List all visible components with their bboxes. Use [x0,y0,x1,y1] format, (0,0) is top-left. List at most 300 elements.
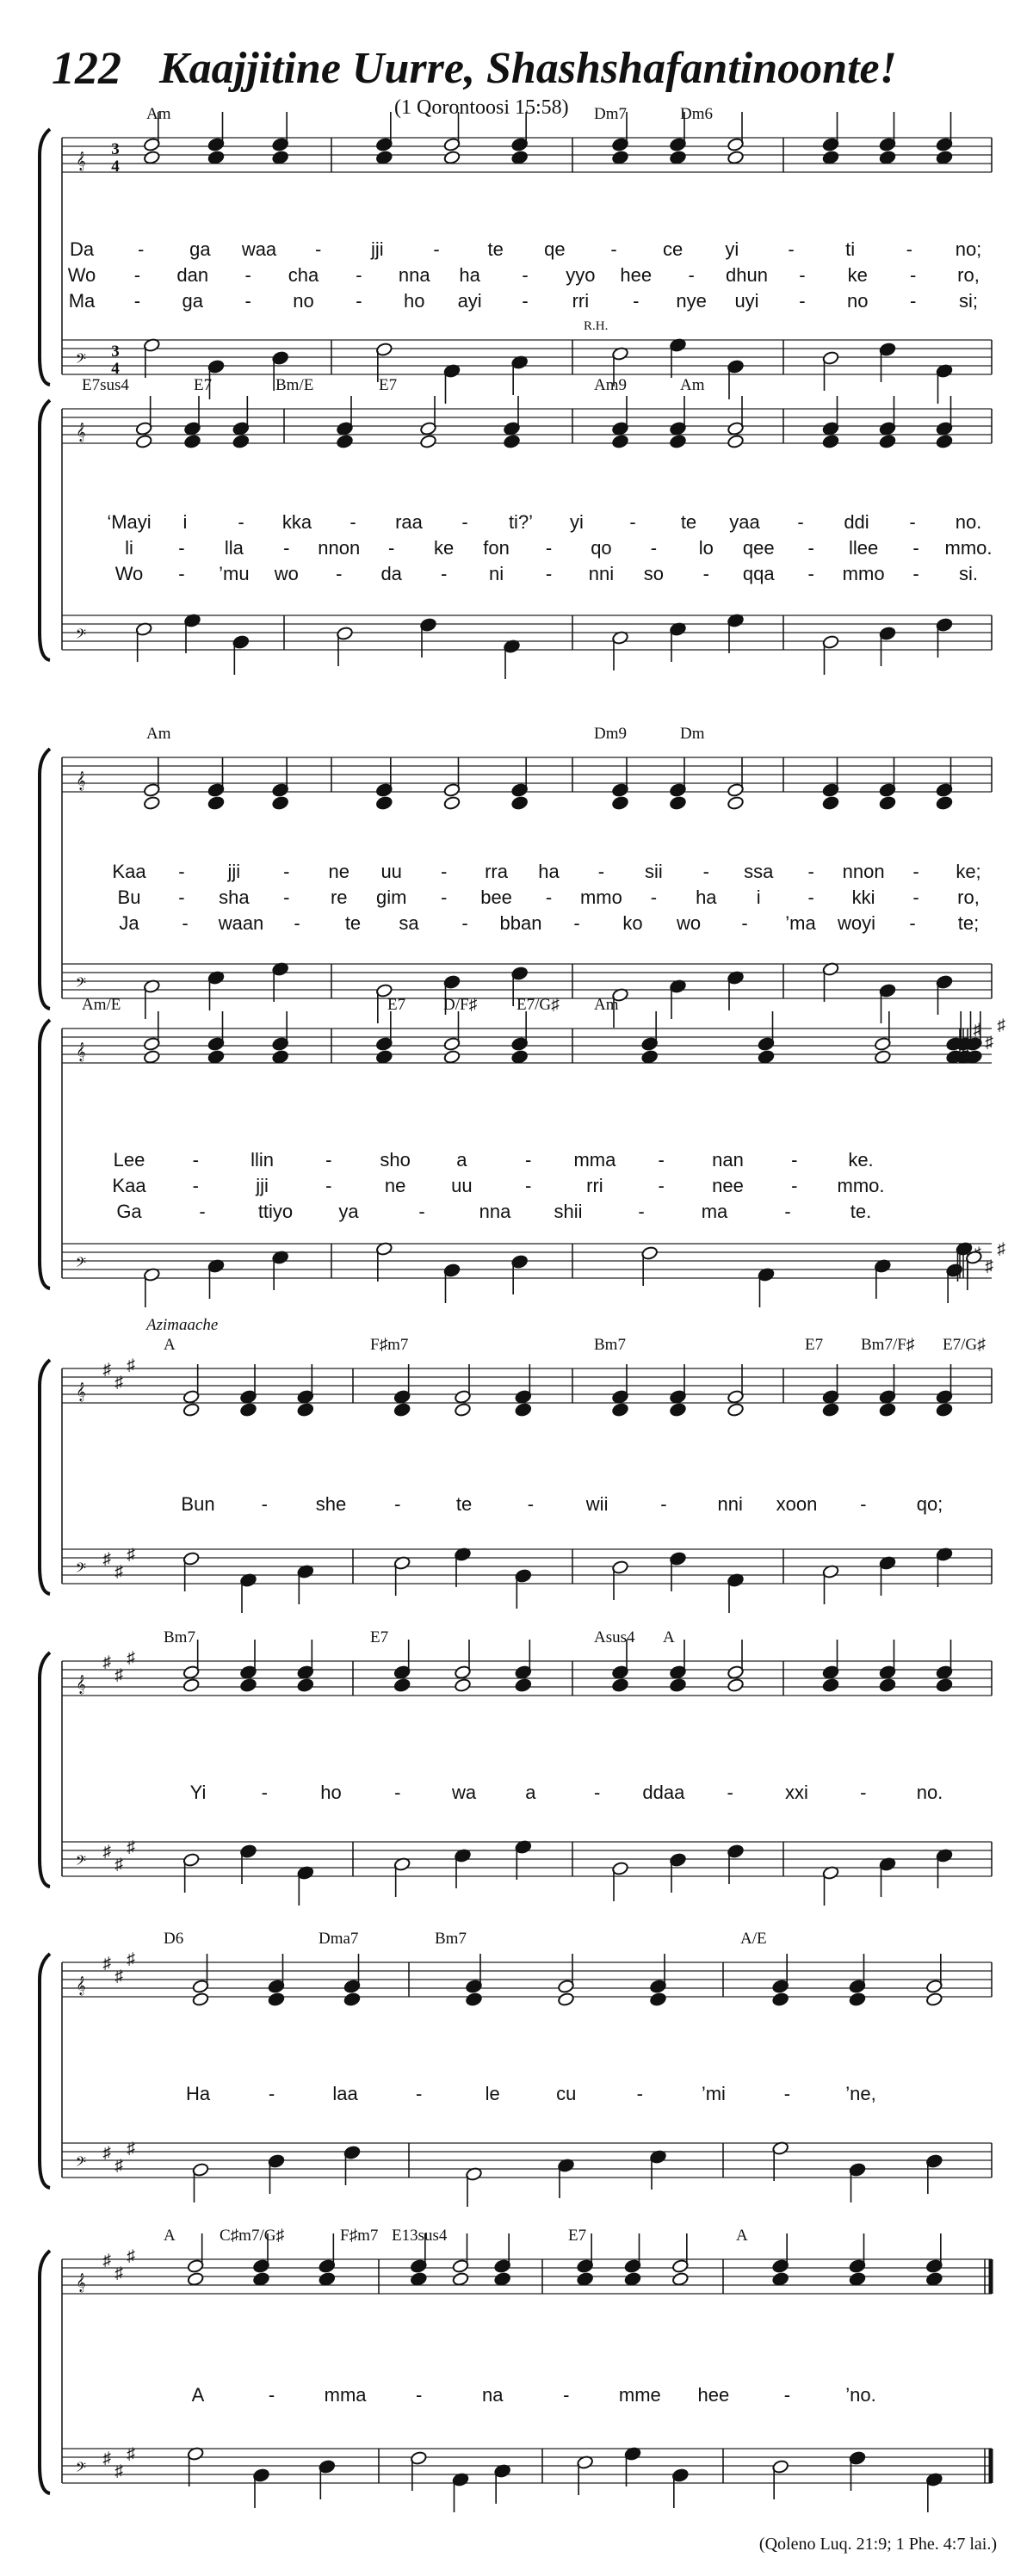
lyric-syllable: ke [434,537,455,559]
lyric-syllable: yi [570,511,584,533]
alto-note [511,150,529,164]
chord-symbol: Am [680,376,705,394]
lyric-syllable: - [182,912,189,934]
lyric-syllable: da [380,563,402,584]
alto-note [494,2271,511,2286]
lyric-syllable: nnon [842,861,885,882]
lyric-syllable: - [440,563,448,584]
key-sharp: ♯ [102,1843,111,1861]
lyric-syllable: sho [380,1149,411,1171]
lyric-syllable: ho [320,1782,342,1803]
key-sharp: ♯ [127,1356,135,1374]
lyric-syllable: - [807,886,814,908]
lyric-syllable: nye [676,290,707,312]
lyric-syllable: ’ne, [845,2083,876,2104]
lyric-syllable: nna [479,1201,511,1222]
lyric-syllable: rri [586,1175,603,1196]
key-sharp: ♯ [114,1563,123,1581]
alto-note [874,1049,891,1064]
lyric-syllable: - [283,861,290,882]
alto-note [443,150,461,164]
lyric-syllable: Ja [119,912,139,934]
chord-symbol: Bm/E [275,376,314,394]
alto-note [272,1049,289,1064]
lyric-syllable: - [702,861,709,882]
system-bracket [40,1020,50,1288]
lyric-syllable: - [912,563,919,584]
lyric-syllable: - [244,290,251,312]
chord-symbol: E7 [379,376,398,394]
lyric-syllable: - [416,2384,423,2406]
lyric-syllable: - [660,1493,667,1515]
lyric-syllable: te; [957,912,980,934]
lyric-syllable: ga [182,290,203,312]
lyric-syllable: jji [227,861,241,882]
alto-note [822,795,839,810]
chord-symbol: A [736,2227,748,2245]
lyric-syllable: - [658,1175,665,1196]
lyric-syllable: te [680,511,697,533]
alto-note [143,795,160,810]
treble-clef: 𝄞 [76,2274,86,2292]
lyric-syllable: hee [620,264,653,286]
lyric-syllable: ’mi [701,2083,726,2104]
lyric-syllable: mma [573,1149,616,1171]
lyric-syllable: wa [452,1782,477,1803]
key-sharp: ♯ [102,1955,111,1973]
lyric-syllable: Kaa [112,1175,146,1196]
alto-note [936,434,953,448]
chord-symbol: D6 [164,1930,184,1948]
lyric-syllable: no. [916,1782,943,1803]
lyric-syllable: - [545,537,553,559]
lyric-syllable: qo; [916,1493,943,1515]
lyric-syllable: - [636,2083,643,2104]
lyric-syllable: mme [618,2384,661,2406]
chord-symbol: E7 [568,2227,587,2245]
system-bracket [40,2251,50,2493]
lyric-syllable: she [315,1493,347,1515]
chord-symbol: Bm7 [164,1628,195,1646]
lyric-syllable: - [325,1175,332,1196]
lyric-syllable: na [481,2384,504,2406]
key-sharp: ♯ [973,1021,981,1039]
lyric-syllable: ti?’ [508,511,534,533]
alto-note [183,434,201,448]
alto-note [822,434,839,448]
lyric-syllable: - [138,238,145,260]
alto-note [143,1049,160,1064]
lyric-syllable: si. [959,563,978,584]
lyric-syllable: llee [849,537,879,559]
lyric-syllable: cu [556,2083,577,2104]
lyric-syllable: - [629,511,636,533]
lyric-syllable: mmo [842,563,885,584]
alto-note [772,1992,789,2006]
lyric-syllable: - [791,1175,798,1196]
alto-note [772,2271,789,2286]
chord-symbol: Dm9 [594,725,627,743]
lyric-syllable: nni [717,1493,743,1515]
alto-note [192,1992,209,2006]
alto-note [375,150,393,164]
lyric-syllable: ke [847,264,868,286]
lyric-syllable: ddi [844,511,869,533]
chord-symbol: Bm7 [435,1930,467,1948]
lyric-syllable: - [261,1782,268,1803]
system-2 [40,376,993,679]
chord-symbol: Dm [680,725,705,743]
lyric-syllable: uu [380,861,402,882]
lyric-syllable: nna [398,264,430,286]
key-sharp: ♯ [114,1856,123,1874]
lyric-syllable: ’mu [219,563,250,584]
lyric-syllable: ke. [848,1149,874,1171]
lyric-syllable: ne [384,1175,406,1196]
lyric-syllable: no. [955,511,982,533]
chord-symbol: A [164,2227,176,2245]
lyric-syllable: te. [850,1201,872,1222]
lyric-syllable: - [799,264,806,286]
alto-note [515,1402,532,1417]
bass-clef: 𝄢 [75,2461,87,2479]
alto-note [135,434,152,448]
lyric-syllable: yi [725,238,739,260]
alto-note [319,2271,336,2286]
lyric-syllable: raa [395,511,423,533]
bass-clef: 𝄢 [75,1854,87,1872]
lyric-syllable: cha [288,264,319,286]
alto-note [297,1677,314,1692]
lyric-syllable: rri [572,290,590,312]
lyric-syllable: yaa [729,511,760,533]
lyric-syllable: - [909,290,917,312]
treble-clef: 𝄞 [76,772,86,790]
lyric-syllable: - [356,290,362,312]
lyric-syllable: - [909,511,916,533]
key-sharp: ♯ [127,1838,135,1856]
lyric-syllable: - [807,537,814,559]
lyric-syllable: wii [585,1493,609,1515]
lyric-syllable: kka [281,511,312,533]
bass-clef: 𝄢 [75,1256,87,1274]
lyric-syllable: - [524,1175,532,1196]
lyric-syllable: - [524,1149,532,1171]
tempo-marking: Azimaache [146,1316,219,1334]
lyric-syllable: - [650,537,658,559]
lyric-syllable: mmo. [944,537,993,559]
lyric-syllable: Ma [68,290,96,312]
lyric-syllable: sii [644,861,663,882]
lyric-syllable: - [461,912,468,934]
alto-note [232,434,250,448]
key-sharp: ♯ [997,1016,1005,1035]
lyric-syllable: - [610,238,617,260]
lyric-syllable: ’no. [845,2384,876,2406]
chord-symbol: F♯m7 [340,2227,379,2245]
key-sharp: ♯ [102,1361,111,1379]
lyric-syllable: - [909,264,917,286]
lyric-syllable: - [741,912,748,934]
lyric-syllable: ni [489,563,504,584]
alto-note [252,2271,269,2286]
alto-note [671,2271,689,2286]
key-sharp: ♯ [985,1034,993,1052]
alto-note [443,795,461,810]
lyric-syllable: ssa [744,861,774,882]
lyric-syllable: ha [696,886,717,908]
lyric-syllable: rra [485,861,509,882]
chord-symbol: Am [594,996,619,1014]
lyric-syllable: - [860,1782,867,1803]
lyric-syllable: - [325,1149,332,1171]
key-sharp: ♯ [114,2462,123,2480]
alto-note [879,795,896,810]
lyric-syllable: - [268,2083,275,2104]
lyric-syllable: ho [404,290,425,312]
lyric-syllable: - [563,2384,570,2406]
chord-symbol: Dma7 [319,1930,359,1948]
lyric-syllable: qee [742,537,775,559]
lyric-syllable: - [133,264,141,286]
key-sharp: ♯ [114,2157,123,2175]
chord-symbol: A/E [740,1930,767,1948]
alto-note [641,1049,659,1064]
key-sharp: ♯ [102,1653,111,1671]
lyric-syllable: ti [845,238,856,260]
alto-note [936,1677,953,1692]
lyric-syllable: - [394,1782,401,1803]
alto-note [272,150,289,164]
lyric-syllable: - [199,1201,206,1222]
chord-symbol: Dm7 [594,105,627,123]
lyric-syllable: a [525,1782,536,1803]
lyric-syllable: lla [224,537,244,559]
bass-clef: 𝄢 [75,627,87,646]
system-bracket [40,129,50,385]
lyric-syllable: - [807,563,814,584]
lyric-syllable: Ha [185,2083,211,2104]
lyric-syllable: gim [375,886,407,908]
key-sharp: ♯ [114,1666,123,1684]
alto-note [669,1402,686,1417]
lyric-syllable: wo [274,563,299,584]
lyric-syllable: - [545,886,553,908]
lyric-syllable: mmo [579,886,622,908]
lyric-syllable: - [658,1149,665,1171]
lyric-syllable: - [178,886,185,908]
lyric-syllable: nnon [318,537,361,559]
alto-note [611,434,628,448]
system-6 [40,1628,992,1906]
lyric-syllable: - [597,861,605,882]
key-sharp: ♯ [997,1240,1005,1258]
lyric-syllable: ddaa [642,1782,685,1803]
alto-note [849,1992,866,2006]
lyric-syllable: - [909,912,916,934]
system-1 [40,105,992,404]
lyric-syllable: ayi [457,290,482,312]
lyric-syllable: ha [538,861,560,882]
lyric-syllable: ro, [957,886,980,908]
lyric-syllable: - [178,563,185,584]
lyric-syllable: ke; [956,861,981,882]
lyric-syllable: - [394,1493,401,1515]
alto-note [375,1049,393,1064]
lyric-syllable: - [261,1493,268,1515]
key-sharp: ♯ [114,1968,123,1986]
lyric-syllable: - [522,290,529,312]
lyric-syllable: si; [959,290,978,312]
lyric-syllable: ’ma [785,912,816,934]
lyric-syllable: Bun [181,1493,215,1515]
key-sharp: ♯ [102,2144,111,2162]
time-sig-den: 4 [111,158,120,176]
alto-note [577,2271,594,2286]
lyric-syllable: - [336,563,343,584]
alto-note [515,1677,532,1692]
alto-note [393,1677,411,1692]
lyric-syllable: - [440,886,448,908]
alto-note [207,150,225,164]
lyric-syllable: - [388,537,395,559]
bass-clef: 𝄢 [75,352,87,370]
lyric-syllable: xoon [776,1493,818,1515]
alto-note [669,1677,686,1692]
key-sharp: ♯ [127,2140,135,2158]
lyric-syllable: jji [256,1175,269,1196]
alto-note [207,1049,225,1064]
lyric-syllable: - [912,861,919,882]
lyric-syllable: Wo [67,264,96,286]
alto-note [936,150,953,164]
alto-note [822,1677,839,1692]
alto-note [454,1402,471,1417]
chord-symbol: E7 [387,996,406,1014]
chord-symbol: Am [146,105,171,123]
chord-symbol: Asus4 [594,1628,635,1646]
bass-clef: 𝄢 [75,2155,87,2173]
chord-symbol: E7 [194,376,213,394]
lyric-syllable: - [638,1201,645,1222]
lyric-syllable: nee [712,1175,744,1196]
key-sharp: ♯ [102,2252,111,2270]
lyric-syllable: kki [851,886,875,908]
lyric-syllable: sha [219,886,250,908]
lyric-syllable: i [756,886,761,908]
system-7 [40,1930,992,2207]
key-sharp: ♯ [114,1374,123,1392]
lyric-syllable: - [688,264,695,286]
lyric-syllable: dan [176,264,209,286]
chord-symbol: Am9 [594,376,627,394]
system-bracket [40,1954,50,2188]
lyric-syllable: jji [370,238,384,260]
alto-note [936,1402,953,1417]
alto-note [393,1402,411,1417]
bass-clef: 𝄢 [75,1561,87,1579]
key-sharp: ♯ [985,1257,993,1276]
lyric-syllable: shii [554,1201,583,1222]
lyric-syllable: - [268,2384,275,2406]
lyric-syllable: - [244,264,251,286]
lyric-syllable: so [643,563,664,584]
alto-note [727,434,744,448]
alto-note [624,2271,641,2286]
chord-symbol: A [164,1336,176,1354]
chord-symbol: E13sus4 [392,2227,448,2245]
alto-note [343,1992,361,2006]
lyric-syllable: dhun [726,264,768,286]
alto-note [649,1992,666,2006]
system-bracket [40,1360,50,1594]
alto-note [879,150,896,164]
lyric-syllable: hee [697,2384,730,2406]
alto-note [143,150,160,164]
lyric-syllable: - [283,886,290,908]
system-5 [40,1316,992,1613]
lyric-syllable: ‘Mayi [107,511,152,533]
lyric-syllable: - [192,1175,199,1196]
lyric-syllable: li [125,537,133,559]
lyric-syllable: i [182,511,188,533]
lyric-syllable: - [315,238,322,260]
lyric-syllable: - [807,861,814,882]
alto-note [272,795,289,810]
lyric-syllable: te [344,912,362,934]
time-sig-num: 3 [111,140,120,158]
lyric-syllable: - [784,1201,791,1222]
time-sig-num: 3 [111,343,120,361]
alto-note [879,1402,896,1417]
system-bracket [40,1652,50,1887]
lyric-syllable: - [912,537,919,559]
chord-symbol: Dm6 [680,105,713,123]
lyric-syllable: A [191,2384,205,2406]
lyric-syllable: llin [251,1149,274,1171]
lyric-syllable: Bu [117,886,141,908]
lyric-syllable: Da [69,238,95,260]
key-sharp: ♯ [127,1649,135,1667]
lyric-syllable: - [783,2083,791,2104]
lyric-syllable: - [545,563,553,584]
lyric-syllable: - [633,290,640,312]
alto-note [611,795,628,810]
lyric-syllable: - [593,1782,601,1803]
lyric-syllable: uu [451,1175,473,1196]
hymn-number: 122 [52,42,121,94]
lyric-syllable: - [283,537,290,559]
alto-note [669,150,686,164]
key-sharp: ♯ [127,1546,135,1564]
alto-note [925,2271,943,2286]
lyric-syllable: - [294,912,300,934]
alto-note [503,434,520,448]
alto-note [239,1677,257,1692]
lyric-syllable: - [727,1782,733,1803]
alto-note [557,1992,574,2006]
lyric-syllable: - [178,861,185,882]
lyric-syllable: - [797,511,804,533]
chord-symbol: Bm7/F♯ [861,1336,915,1354]
lyric-syllable: Ga [116,1201,142,1222]
lyric-syllable: te [487,238,504,260]
lyric-syllable: nan [712,1149,744,1171]
lyric-syllable: uyi [734,290,759,312]
lyric-syllable: - [133,290,141,312]
system-8 [40,2227,992,2512]
lyric-syllable: lo [698,537,714,559]
